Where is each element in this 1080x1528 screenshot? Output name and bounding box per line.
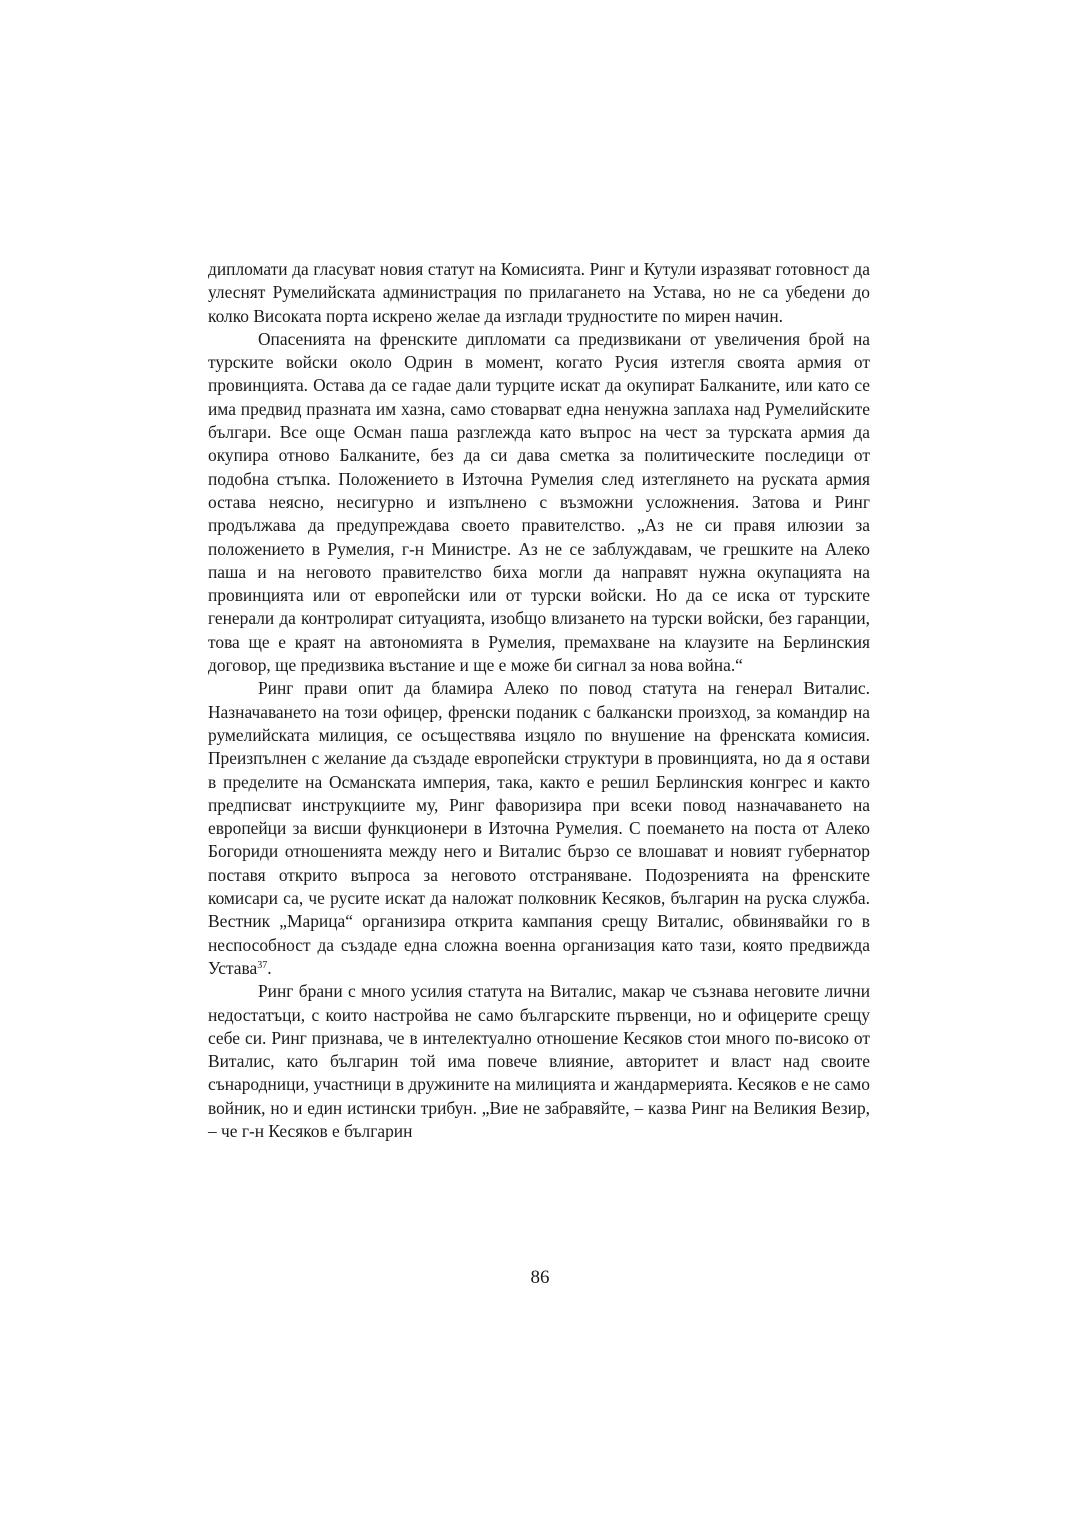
paragraph bbox=[208, 677, 870, 980]
paragraph-text: Ринг прави опит да бламира Алеко по повод статута на генерал Виталис. Назначаването на този офицер, френски поданик с балкански произход, за командир на румелийската милиция, се осъществява изцяло по внушение на френската комисия. Преизпълнен с желание да създаде европейски структури в провинцията, но да я остави в пределите на Османската империя, така, както е решил Берлинския конгрес и както предписват инструкциите му, Ринг фаворизира при всеки повод назначаването на европейци за висши функционери в Източна Румелия. С поемането на поста от Алеко Богориди отношенията между него и Виталис бързо се влошават и новият губернатор поставя открито въпроса за неговото отстраняване. Подозренията на френските комисари са, че русите искат да наложат полковник Кесяков, българин на руска служба. Вестник „Марица“ организира открита кампания срещу Виталис, обвинявайки го в неспособност да създаде една сложна военна организация като тази, която предвижда Устава bbox=[208, 678, 870, 978]
footnote-marker[interactable]: 37 bbox=[257, 959, 268, 971]
paragraph: Опасенията на френските дипломати са предизвикани от увеличения брой на турските войски около Одрин в момент, когато Русия изтегля своята армия от провинцията. Остава да се гадае дали турците искат да окупират Балканите, или като се има предвид празната им хазна, само стоварват една ненужна заплаха над Румелийските българи. Все още Осман паша разглежда като въпрос на чест за турската армия да окупира отново Балканите, без да си дава сметка за политическите последици от подобна стъпка. Положението в Източна Румелия след изтеглянето на руската армия остава неясно, несигурно и изпълнено с възможни усложнения. Затова и Ринг продължава да предупреждава своето правителство. „Аз не си правя илюзии за положението в Румелия, г-н Министре. Аз не се заблуждавам, че грешките на Алеко паша и на неговото правителство биха могли да направят нужна окупацията на провинцията или от европейски или от турски войски. Но да се иска от турските генерали да контролират ситуацията, изобщо влизането на турски войски, без гаранции, това ще е краят на автономията в Румелия, премахване на клаузите на Берлинския договор, ще предизвика въстание и ще е може би сигнал за нова война.“ bbox=[208, 328, 870, 676]
paragraph-text-end: . bbox=[267, 957, 272, 978]
body-text bbox=[208, 258, 870, 1143]
paragraph: Ринг брани с много усилия статута на Виталис, макар че съзнава неговите лични недостатъци, с които настройва не само българските първенци, но и офицерите срещу себе си. Ринг признава, че в интелектуално отношение Кесяков стои много по-високо от Виталис, като българин той има повече влияние, авторитет и власт над своите сънародници, участници в дружините на милицията и жандармерията. Кесяков е не само войник, но и един истински трибун. „Вие не забравяйте, – казва Ринг на Великия Везир, – че г-н Кесяков е българин bbox=[208, 981, 870, 1141]
paragraph-continued: дипломати да гласуват новия статут на Комисията. Ринг и Кутули изразяват готовност да улеснят Румелийската администрация по прилагането на Устава, но не са убедени до колко Високата порта искрено желае да изглади трудностите по мирен начин. bbox=[208, 259, 870, 326]
page-number: 86 bbox=[530, 1267, 550, 1288]
